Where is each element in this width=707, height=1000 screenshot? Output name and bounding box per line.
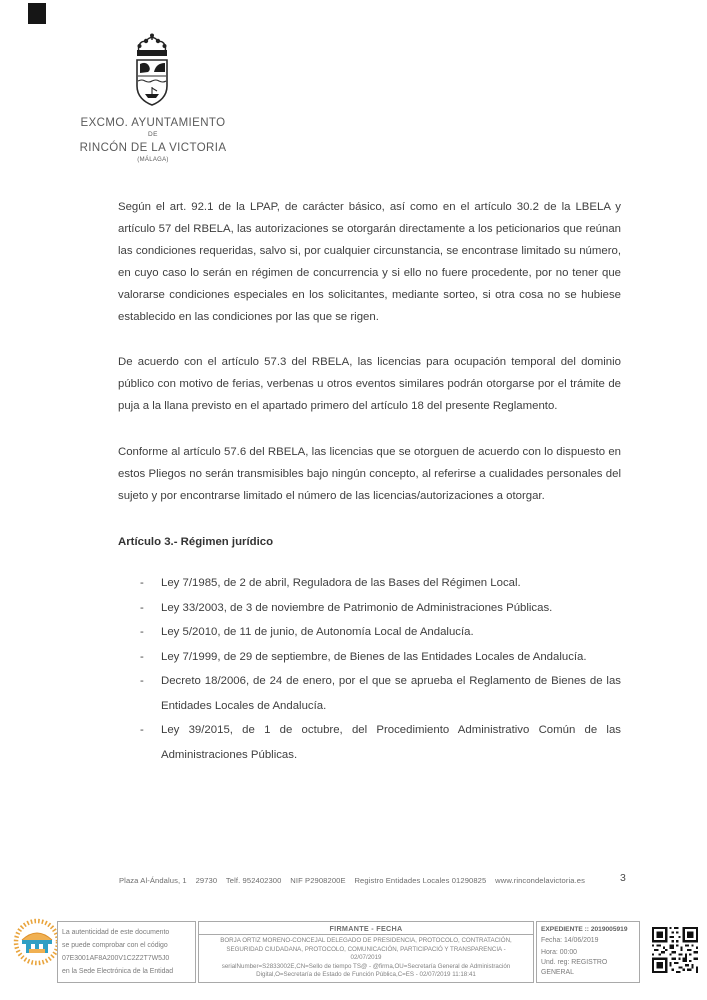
verification-line: La autenticidad de este documento: [62, 929, 170, 936]
list-item-text: Ley 5/2010, de 11 de junio, de Autonomía Local de Andalucía.: [161, 626, 474, 638]
expediente-unidad: Und. reg: REGISTRO GENERAL: [541, 959, 608, 976]
expediente-box: [536, 921, 640, 983]
expediente-hora: Hora: 00:00: [541, 948, 578, 956]
verification-line: se puede comprobar con el código: [62, 942, 168, 949]
verification-code-box: [57, 921, 196, 983]
list-bullet: -: [140, 577, 144, 589]
org-name-line3: RINCÓN DE LA VICTORIA: [79, 141, 227, 154]
article-heading: Artículo 3.- Régimen jurídico: [118, 536, 274, 548]
organization-header: [68, 116, 238, 164]
list-item-text: Decreto 18/2006, de 24 de enero, por el que se aprueba el Reglamento de Bienes de las Entidades Locales de Andalucía.: [161, 675, 621, 712]
list-bullet: -: [140, 626, 144, 638]
verification-code: 07E3001AF8A200V1C2Z2T7W5J0: [62, 955, 170, 962]
list-item-text: Ley 7/1985, de 2 de abril, Reguladora de las Bases del Régimen Local.: [161, 577, 521, 589]
paragraph-2: De acuerdo con el artículo 57.3 del RBELA, las licencias para ocupación temporal del dominio público con motivo de ferias, verbenas u otros eventos similares podrán otorgarse por el trámite de puja a la llana previsto en el apartado primero del artículo 18 del presente Reglamento.: [118, 356, 621, 412]
timestamp-line: serialNumber=S2833002E,CN=Sello de tiempo TS@ - @firma,OU=Secretaría General de Administración: [221, 962, 511, 970]
org-name-line2: DE: [147, 131, 159, 139]
signer-header: FIRMANTE - FECHA: [199, 922, 533, 935]
municipal-coat-of-arms-icon: [122, 32, 182, 119]
list-item: [118, 620, 621, 645]
verification-line: en la Sede Electrónica de la Entidad: [62, 968, 174, 975]
org-name-line4: (MÁLAGA): [137, 156, 169, 163]
signer-date: 02/07/2019: [350, 954, 382, 962]
list-item: [118, 669, 621, 718]
page-number: 3: [620, 872, 626, 884]
org-name-line1: EXCMO. AYUNTAMIENTO: [80, 117, 226, 129]
expediente-number: EXPEDIENTE :: 2019005919: [541, 926, 628, 933]
document-body: [118, 196, 621, 767]
signer-details: [199, 935, 533, 982]
qr-code-icon: [652, 927, 698, 978]
list-item: [118, 596, 621, 621]
list-item-text: Ley 7/1999, de 29 de septiembre, de Bienes de las Entidades Locales de Andalucía.: [161, 650, 587, 663]
signer-line: SEGURIDAD CIUDADANA, PROTOCOLO, COMUNICACIÓN, PARTICIPACIÓ Y TRANSPARENCIA -: [226, 945, 506, 953]
paragraph-3: Conforme al artículo 57.6 del RBELA, las licencias que se otorguen de acuerdo con lo dispuesto en estos Pliegos no serán transmisibles bajo ningún concepto, al referirse a cualidades personales del sujeto y por encontrarse limitado el número de las licencias/autorizaciones a otorgar.: [118, 446, 621, 502]
signer-line: BORJA ORTIZ MORENO-CONCEJAL DELEGADO DE PRESIDENCIA, PROTOCOLO, CONTRATACIÓN,: [220, 937, 512, 944]
paragraph-1: Según el art. 92.1 de la LPAP, de carácter básico, así como en el artículo 30.2 de la LBELA y artículo 57 del RBELA, las autorizaciones se otorgarán directamente a los peticionarios que reúnan las condiciones requeridas, salvo si, por cualquier circunstancia, se encontrase limitado su número, en cuyo caso lo serán en régimen de concurrencia y si ello no fuere procedente, por no tener que valorarse condiciones especiales en los solicitantes, mediante sorteo, si otra cosa no se hubiese establecido en las condiciones por las que se rigen.: [118, 201, 621, 323]
list-bullet: -: [140, 724, 144, 736]
list-bullet: -: [140, 675, 144, 687]
expediente-fecha: Fecha: 14/06/2019: [541, 937, 599, 944]
list-item-text: Ley 33/2003, de 3 de noviembre de Patrimonio de Administraciones Públicas.: [161, 601, 553, 614]
list-item-text: Ley 39/2015, de 1 de octubre, del Procedimiento Administrativo Común de las Administraciones Públicas.: [161, 724, 621, 761]
signer-box: [198, 921, 534, 983]
list-bullet: -: [140, 650, 144, 663]
footer-contact-line: Plaza Al-Ándalus, 1 29730 Telf. 952402300 NIF P2908200E Registro Entidades Locales 01290825 www.rincondelavictoria.es: [119, 876, 586, 885]
list-item: [118, 571, 621, 596]
scan-artifact-mark: [28, 3, 46, 24]
list-bullet: -: [140, 601, 144, 614]
list-item: [118, 645, 621, 670]
law-list: [118, 571, 621, 767]
list-item: [118, 718, 621, 767]
electronic-signature-stamp-icon: [12, 916, 62, 975]
timestamp-line: Digital,O=Secretaría de Estado de Función Pública,C=ES - 02/07/2019 11:18:41: [256, 971, 476, 979]
